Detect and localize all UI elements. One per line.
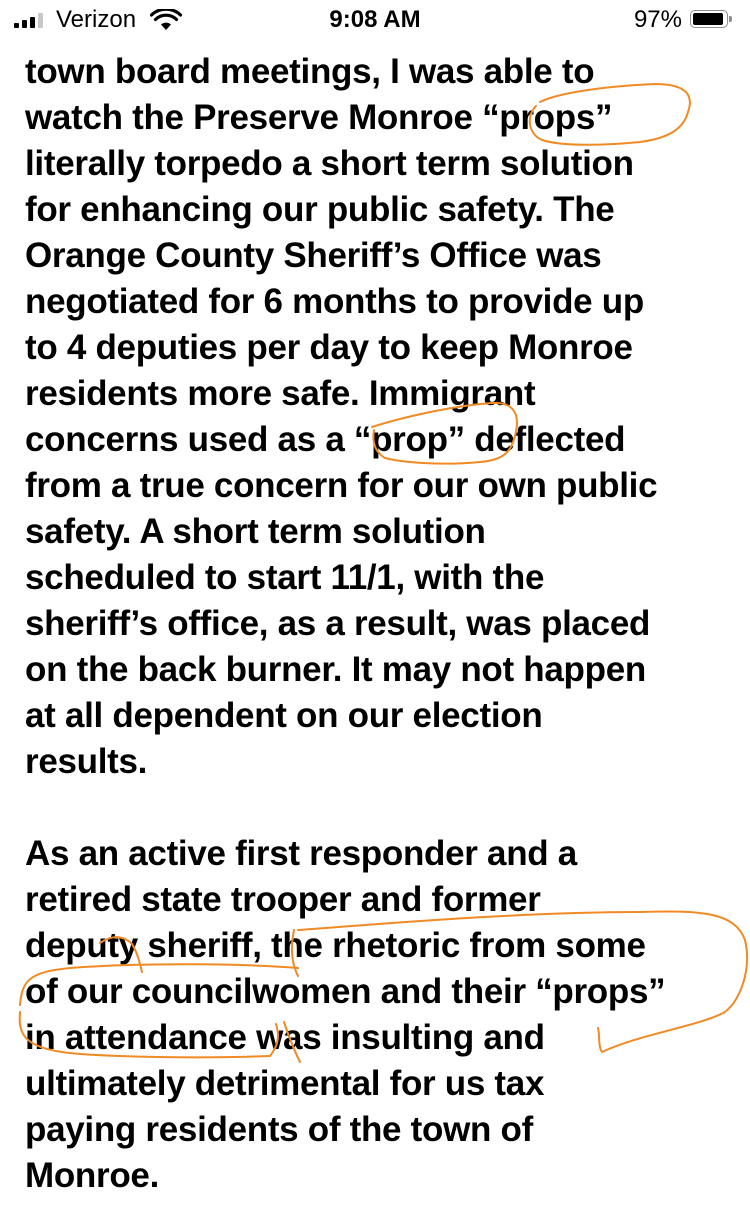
article-line: Monroe. <box>25 1156 160 1195</box>
article-line: deputy sheriff, the rhetoric from some <box>25 926 646 965</box>
article-line: negotiated for 6 months to provide up <box>25 282 644 321</box>
article-line: concerns used as a “prop” deflected <box>25 420 626 459</box>
article-line: results. <box>25 742 148 781</box>
status-time: 9:08 AM <box>329 6 421 33</box>
article-line: watch the Preserve Monroe “props” <box>25 98 613 137</box>
article-line: for enhancing our public safety. The <box>25 190 615 229</box>
battery-percent: 97% <box>633 6 682 33</box>
article-line: literally torpedo a short term solution <box>25 144 634 183</box>
status-bar <box>0 0 750 40</box>
article-line: residents more safe. Immigrant <box>25 374 536 413</box>
article-line: ultimately detrimental for us tax <box>25 1064 545 1103</box>
article-line: retired state trooper and former <box>25 880 541 919</box>
article-line: safety. A short term solution <box>25 512 486 551</box>
article-line: at all dependent on our election <box>25 696 543 735</box>
article-line: on the back burner. It may not happen <box>25 650 646 689</box>
battery-icon <box>690 10 734 30</box>
article-line: of our councilwomen and their “props” <box>25 972 666 1011</box>
article-line: scheduled to start 11/1, with the <box>25 558 545 597</box>
paragraph-break <box>25 785 725 831</box>
article-line: Orange County Sheriff’s Office was <box>25 236 602 275</box>
article-line: from a true concern for our own public <box>25 466 658 505</box>
article-line: town board meetings, I was able to <box>25 52 595 91</box>
battery-fill <box>693 13 723 25</box>
article-line: sheriff’s office, as a result, was placed <box>25 604 651 643</box>
article-line: As an active first responder and a <box>25 834 577 873</box>
article-line: to 4 deputies per day to keep Monroe <box>25 328 633 367</box>
carrier-name: Verizon <box>56 6 137 33</box>
article-line: in attendance was insulting and <box>25 1018 545 1057</box>
article-body[interactable] <box>25 49 725 1199</box>
article-line: paying residents of the town of <box>25 1110 533 1149</box>
